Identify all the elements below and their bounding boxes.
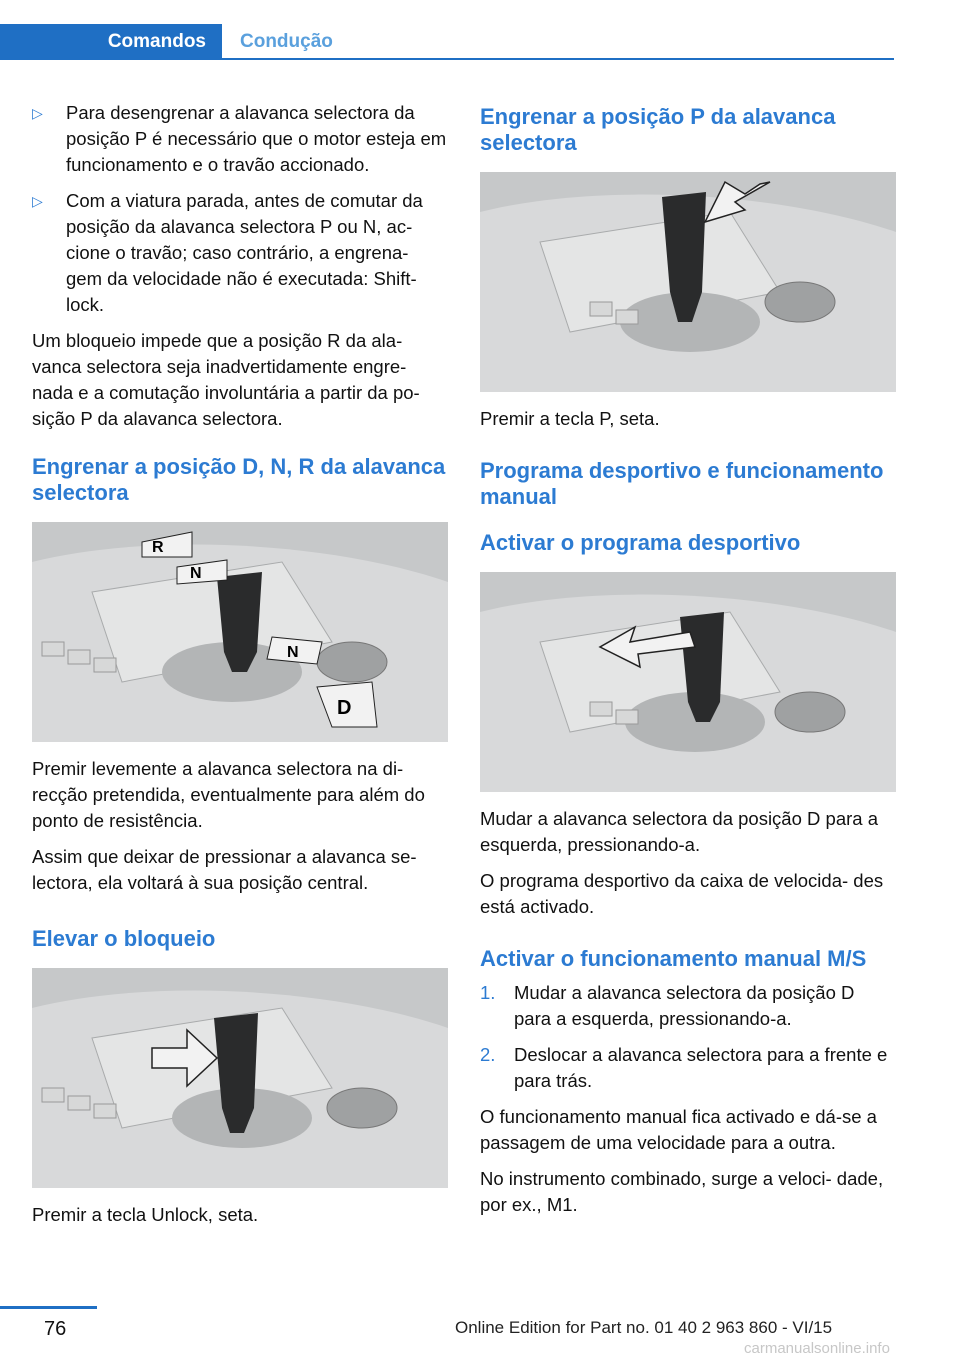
- step-number: 2.: [480, 1044, 496, 1065]
- step-text: Deslocar a alavanca selectora para a frente e para trás.: [514, 1044, 888, 1091]
- watermark: carmanualsonline.info: [744, 1340, 890, 1357]
- tab-conducao[interactable]: Condução: [240, 31, 333, 52]
- right-column: [480, 100, 896, 1228]
- paragraph-sport-1: Mudar a alavanca selectora da posição D para a esquerda, pressionando-a.: [480, 808, 878, 855]
- step-item: [480, 1042, 896, 1094]
- step-item: [480, 980, 896, 1032]
- label-n-bottom: N: [287, 644, 299, 661]
- image-p-button: [480, 172, 896, 392]
- triangle-bullet-icon: ▷: [32, 105, 43, 121]
- left-column: [32, 100, 448, 1238]
- paragraph-dnr-2: Assim que deixar de pressionar a alavanca se- lectora, ela voltará à sua posição central.: [32, 846, 417, 893]
- heading-unlock: Elevar o bloqueio: [32, 926, 216, 951]
- paragraph-sport-2: O programa desportivo da caixa de velocida- des está activado.: [480, 870, 884, 917]
- tab-comandos[interactable]: Comandos: [0, 24, 222, 60]
- heading-sport-manual: Programa desportivo e funcionamento manual: [480, 458, 884, 509]
- image-sport-mode: [480, 572, 896, 792]
- header-rule: [222, 58, 894, 60]
- edition-line: Online Edition for Part no. 01 40 2 963 860 - VI/15: [455, 1318, 833, 1337]
- footer-rule: [0, 1306, 97, 1309]
- bullet-item: [32, 188, 448, 318]
- paragraph-lock: Um bloqueio impede que a posição R da ala- vanca selectora seja inadvertidamente engre- nada e a comutação involuntária a partir da po- sição P da alavanca selectora.: [32, 330, 420, 429]
- heading-sport: Activar o programa desportivo: [480, 530, 801, 555]
- bullet-text: Com a viatura parada, antes de comutar da posição da alavanca selectora P ou N, ac- cione o travão; caso contrário, a engrena- gem da velocidade não é executada: Shift- lock.: [66, 190, 423, 315]
- paragraph-manual-1: O funcionamento manual fica activado e dá-se a passagem de uma velocidade para a outra.: [480, 1106, 877, 1153]
- paragraph-manual-2: No instrumento combinado, surge a veloci- dade, por ex., M1.: [480, 1168, 884, 1215]
- label-r: R: [152, 539, 164, 556]
- header-tabs: [0, 24, 894, 62]
- step-number: 1.: [480, 982, 496, 1003]
- paragraph-p-caption: Premir a tecla P, seta.: [480, 408, 660, 429]
- image-unlock-button: [32, 968, 448, 1188]
- heading-dnr: Engrenar a posição D, N, R da alavanca selectora: [32, 454, 446, 505]
- triangle-bullet-icon: ▷: [32, 193, 43, 209]
- image-gear-lever-dnr: [32, 522, 448, 742]
- step-text: Mudar a alavanca selectora da posição D para a esquerda, pressionando-a.: [514, 982, 855, 1029]
- heading-manual: Activar o funcionamento manual M/S: [480, 946, 867, 971]
- paragraph-unlock: Premir a tecla Unlock, seta.: [32, 1204, 259, 1225]
- bullet-item: [32, 100, 448, 178]
- label-d: D: [337, 697, 352, 719]
- page-number: 76: [44, 1318, 67, 1340]
- paragraph-dnr-1: Premir levemente a alavanca selectora na di- recção pretendida, eventualmente para além do ponto de resistência.: [32, 758, 425, 831]
- bullet-text: Para desengrenar a alavanca selectora da posição P é necessário que o motor esteja em funcionamento e o travão accionado.: [66, 102, 447, 175]
- heading-position-p: Engrenar a posição P da alavanca selectora: [480, 104, 836, 155]
- label-n-top: N: [190, 565, 202, 582]
